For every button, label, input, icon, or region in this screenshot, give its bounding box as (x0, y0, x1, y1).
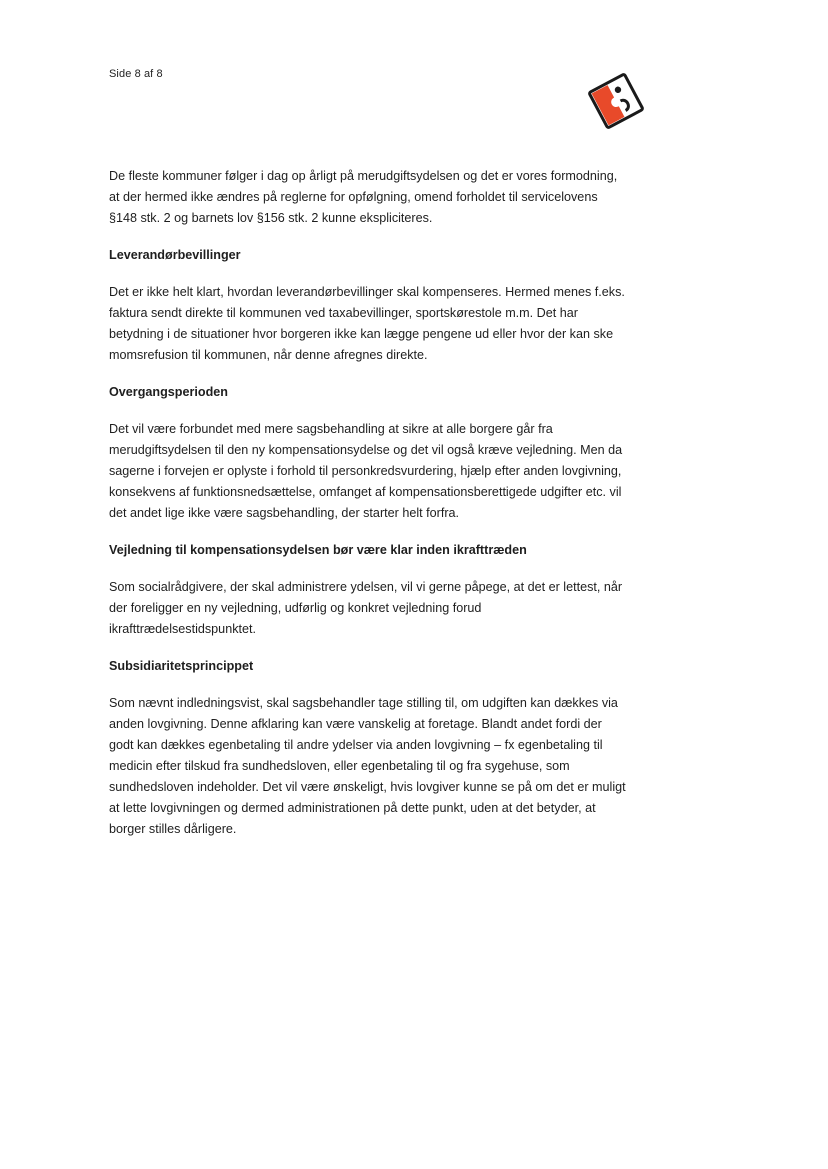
paragraph-followup: De fleste kommuner følger i dag op årligt på merudgiftsydelsen og det er vores formodning, at der hermed ikke ændres på reglerne for opfølgning, omend forholdet til servicelovens §148 stk. 2 og barnets lov §156 stk. 2 kunne ekspliciteres. (109, 169, 618, 225)
paragraph-subsidiaritetsprincippet: Som nævnt indledningsvist, skal sagsbehandler tage stilling til, om udgiften kan dækkes via anden lovgivning. Denne afklaring kan være vanskelig at foretage. Blandt andet fordi der godt kan dækkes egenbetaling til andre ydelser via anden lovgivning – fx egenbetaling til medicin efter tilskud fra sundhedsloven, eller egenbetaling til og fra sygehuse, som sundhedsloven indeholder. Det vil være ønskeligt, hvis lovgiver kunne se på om det er muligt at lette lovgivningen og dermed administrationen på dette punkt, uden at det betyder, at borger stilles dårligere. (109, 696, 626, 836)
heading-overgangsperioden: Overgangsperioden (109, 385, 228, 399)
paragraph-vejledning: Som socialrådgivere, der skal administrere ydelsen, vil vi gerne påpege, at det er lettest, når der foreligger en ny vejledning, udførlig og konkret vejledning forud ikrafttrædelsestidspunktet. (109, 580, 623, 636)
paragraph-leverandorbevillinger: Det er ikke helt klart, hvordan leverandørbevillinger skal kompenseres. Hermed menes f.eks. faktura sendt direkte til kommunen ved taxabevillinger, sportskørestole m.m. Det har betydning i de situationer hvor borgeren ikke kan lægge pengene ud eller hvor der kan ske momsrefusion til kommunen, når denne afregnes direkte. (109, 285, 625, 362)
heading-leverandorbevillinger: Leverandørbevillinger (109, 248, 241, 262)
heading-vejledning: Vejledning til kompensationsydelsen bør være klar inden ikrafttræden (109, 543, 527, 557)
page-number: Side 8 af 8 (109, 68, 163, 80)
organization-logo-icon (585, 70, 647, 132)
document-body (109, 166, 629, 856)
heading-subsidiaritetsprincippet: Subsidiaritetsprincippet (109, 659, 254, 673)
paragraph-overgangsperioden: Det vil være forbundet med mere sagsbehandling at sikre at alle borgere går fra merudgiftsydelsen til den ny kompensationsydelse og det vil også kræve vejledning. Men da sagerne i forvejen er oplyste i forhold til personkredsvurdering, hjælp efter anden lovgivning, konsekvens af funktionsnedsættelse, omfanget af kompensationsberettigede udgifter etc. vil det andet lige ikke være sagsbehandling, der starter helt forfra. (109, 422, 623, 520)
